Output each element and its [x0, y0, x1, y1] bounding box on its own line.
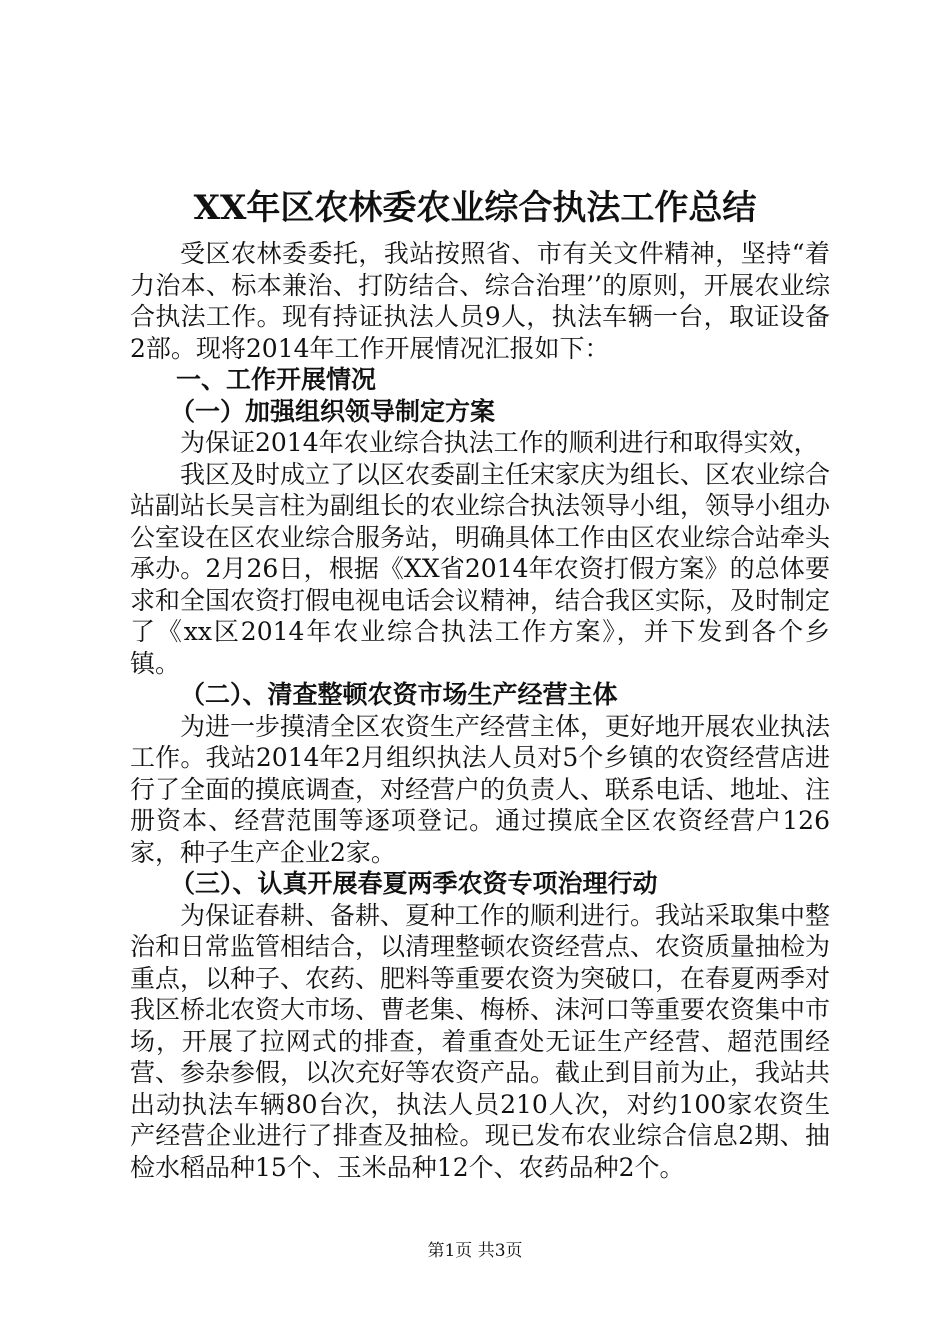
subsection-heading-special-campaign: （三）、认真开展春夏两季农资专项治理行动: [170, 869, 658, 898]
paragraph-organization-lead: 为保证2014年农业综合执法工作的顺利进行和取得实效，: [180, 428, 819, 457]
intro-paragraph: 受区农林委委托，我站按照省、市有关文件精神，坚持“着力治本、标本兼治、打防结合、综合治理’’的原则，开展农业综合执法工作。现有持证执法人员9人，执法车辆一台，取证设备2部。现将2014年工作开展情况汇报如下：: [130, 239, 830, 363]
document-body: [130, 238, 830, 1183]
section-heading-work-status: 一、工作开展情况: [176, 365, 377, 394]
document-title: XX年区农林委农业综合执法工作总结: [193, 188, 757, 228]
paragraph-market-inspection: 为进一步摸清全区农资生产经营主体，更好地开展农业执法工作。我站2014年2月组织执法人员对5个乡镇的农资经营店进行了全面的摸底调查，对经营户的负责人、联系电话、地址、注册资本、经营范围等逐项登记。通过摸底全区农资经营户126家，种子生产企业2家。: [130, 711, 831, 867]
paragraph-organization-detail: 我区及时成立了以区农委副主任宋家庆为组长、区农业综合站副站长吴言柱为副组长的农业综合执法领导小组，领导小组办公室设在区农业综合服务站，明确具体工作由区农业综合站牵头承办。2月26日，根据《XX省2014年农资打假方案》的总体要求和全国农资打假电视电话会议精神，结合我区实际，及时制定了《xx区2014年农业综合执法工作方案》，并下发到各个乡镇。: [130, 459, 831, 678]
page-number-footer: 第1页 共3页: [427, 1241, 523, 1261]
subsection-heading-organization: （一）加强组织领导制定方案: [170, 396, 496, 426]
paragraph-special-campaign: 为保证春耕、备耕、夏种工作的顺利进行。我站采取集中整治和日常监管相结合，以清理整顿农资经营点、农资质量抽检为重点，以种子、农药、肥料等重要农资为突破口，在春夏两季对我区桥北农资大市场、曹老集、梅桥、沫河口等重要农资集中市场，开展了拉网式的排查，着重查处无证生产经营、超范围经营、参杂参假，以次充好等农资产品。截止到目前为止，我站共出动执法车辆80台次，执法人员210人次，对约100家农资生产经营企业进行了排查及抽检。现已发布农业综合信息2期、抽检水稻品种15个、玉米品种12个、农药品种2个。: [130, 900, 831, 1182]
subsection-heading-market-inspection: （二）、清查整顿农资市场生产经营主体: [180, 680, 618, 709]
